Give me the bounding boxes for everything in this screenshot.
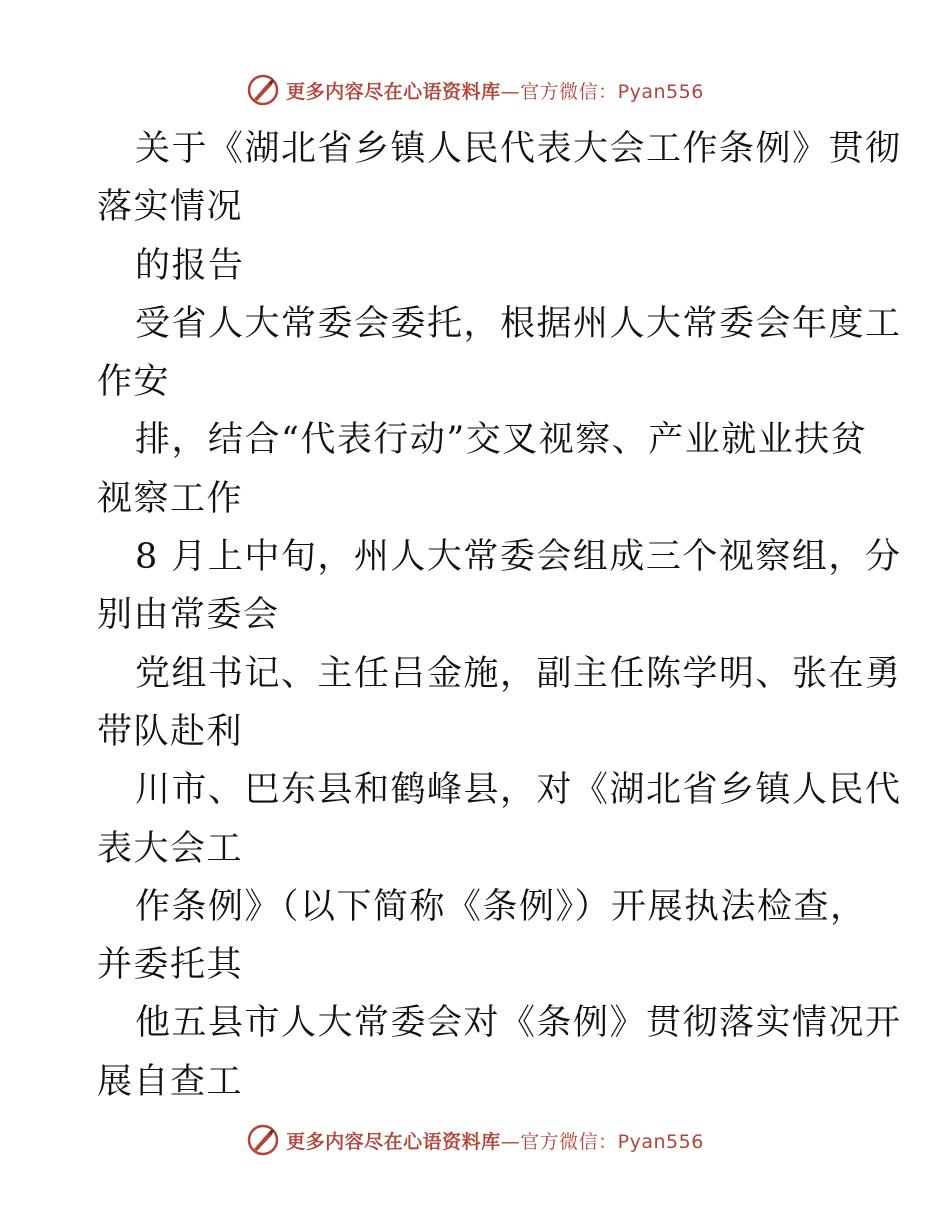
pen-logo-icon <box>246 1123 280 1157</box>
text-line: 带队赴利 <box>97 711 244 752</box>
text-line: 作条例》（以下简称《条例》）开展执法检查， <box>135 886 867 927</box>
banner-contact: —官方微信：Pyan556 <box>500 1130 704 1153</box>
text-line: 党组书记、主任吕金施，副主任陈学明、张在勇 <box>135 653 902 694</box>
text-line: 落实情况 <box>97 187 244 228</box>
text-line: 作安 <box>97 362 171 403</box>
text-line: 川市、巴东县和鹤峰县，对《湖北省乡镇人民代 <box>135 770 902 811</box>
banner-brand: 更多内容尽在心语资料库 <box>286 1130 501 1153</box>
text-line: 关于《湖北省乡镇人民代表大会工作条例》贯彻 <box>135 129 902 169</box>
footer-banner <box>0 1120 950 1160</box>
text-line: 展自查工 <box>97 1061 244 1102</box>
text-line: 的报告 <box>135 245 245 286</box>
header-banner <box>0 70 950 110</box>
text-line: 表大会工 <box>97 828 244 869</box>
text-line: 排，结合“代表行动”交叉视察、产业就业扶贫 <box>135 420 868 461</box>
text-line: 别由常委会 <box>97 595 280 636</box>
pen-logo-icon <box>246 73 280 107</box>
text-line: 并委托其 <box>97 945 244 986</box>
banner-brand: 更多内容尽在心语资料库 <box>286 80 501 103</box>
text-line: 他五县市人大常委会对《条例》贯彻落实情况开 <box>135 1003 902 1044</box>
banner-contact: —官方微信：Pyan556 <box>500 80 704 103</box>
document-body <box>97 120 902 1111</box>
text-line: 受省人大常委会委托，根据州人大常委会年度工 <box>135 303 902 344</box>
text-line: 8 月上中旬，州人大常委会组成三个视察组，分 <box>135 537 902 578</box>
text-line: 视察工作 <box>97 478 244 519</box>
